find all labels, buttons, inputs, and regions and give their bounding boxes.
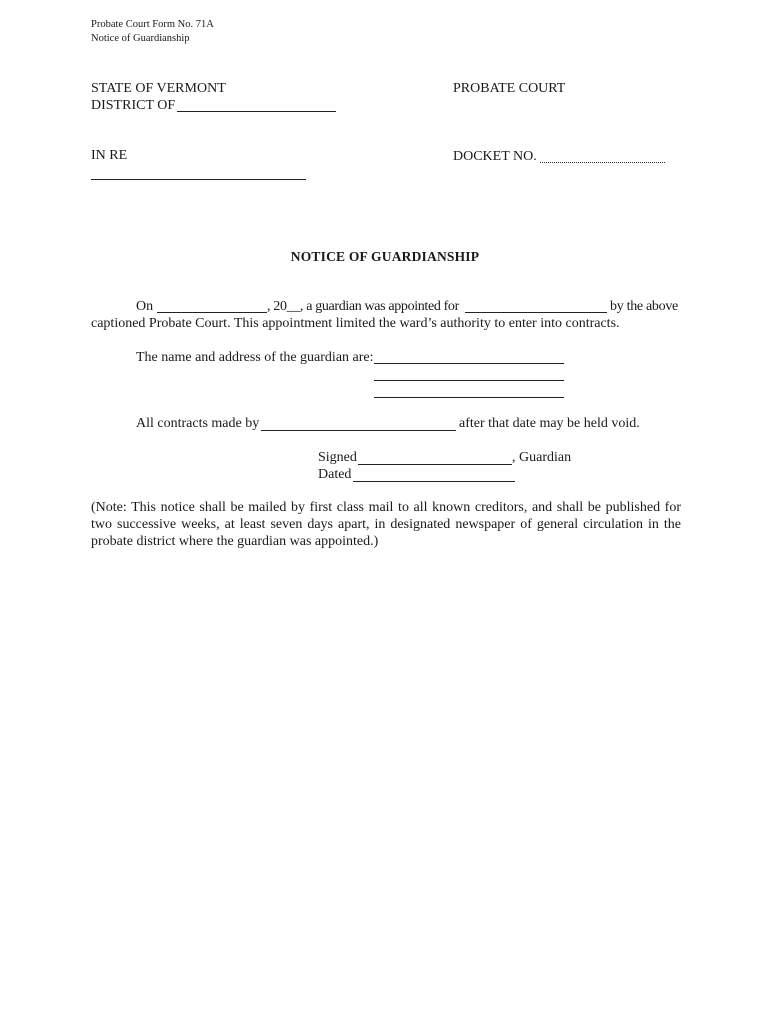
court-label: PROBATE COURT [453, 81, 566, 96]
district-label: DISTRICT OF [91, 98, 176, 113]
ward-field[interactable] [465, 312, 607, 313]
dated-field[interactable] [353, 481, 515, 482]
signature-field[interactable] [358, 464, 512, 465]
signed-label: Signed [318, 450, 357, 465]
guardian-address-line-1[interactable] [374, 380, 564, 381]
guardian-address-line-2[interactable] [374, 397, 564, 398]
contracts-suffix: after that date may be held void. [459, 416, 640, 431]
state-label: STATE OF VERMONT [91, 81, 226, 96]
guardian-suffix: , Guardian [512, 450, 572, 465]
in-re-label: IN RE [91, 148, 128, 163]
ward-name-field[interactable] [261, 430, 456, 431]
date-field[interactable] [157, 312, 267, 313]
form-name: Notice of Guardianship [91, 33, 190, 44]
guardian-name-field[interactable] [374, 363, 564, 364]
in-re-field[interactable] [91, 179, 306, 180]
appointed-text: , 20__, a guardian was appointed for [267, 299, 459, 314]
note-paragraph: (Note: This notice shall be mailed by first class mail to all known creditors, and shall be published for two successive weeks, at least seven days apart, in designated newspaper of general circulation in the probate district where the guardian was appointed.) [91, 500, 681, 549]
document-title: NOTICE OF GUARDIANSHIP [290, 249, 480, 264]
docket-field[interactable] [540, 162, 665, 163]
by-above-text: by the above [610, 299, 678, 314]
docket-label: DOCKET NO. [453, 149, 537, 164]
dated-label: Dated [318, 467, 352, 482]
on-label: On [136, 299, 154, 314]
captioned-text: captioned Probate Court. This appointment limited the ward’s authority to enter into contracts. [91, 316, 620, 331]
form-number: Probate Court Form No. 71A [91, 19, 214, 30]
guardian-address-label: The name and address of the guardian are: [136, 350, 374, 365]
district-field[interactable] [177, 111, 336, 112]
contracts-label: All contracts made by [136, 416, 260, 431]
